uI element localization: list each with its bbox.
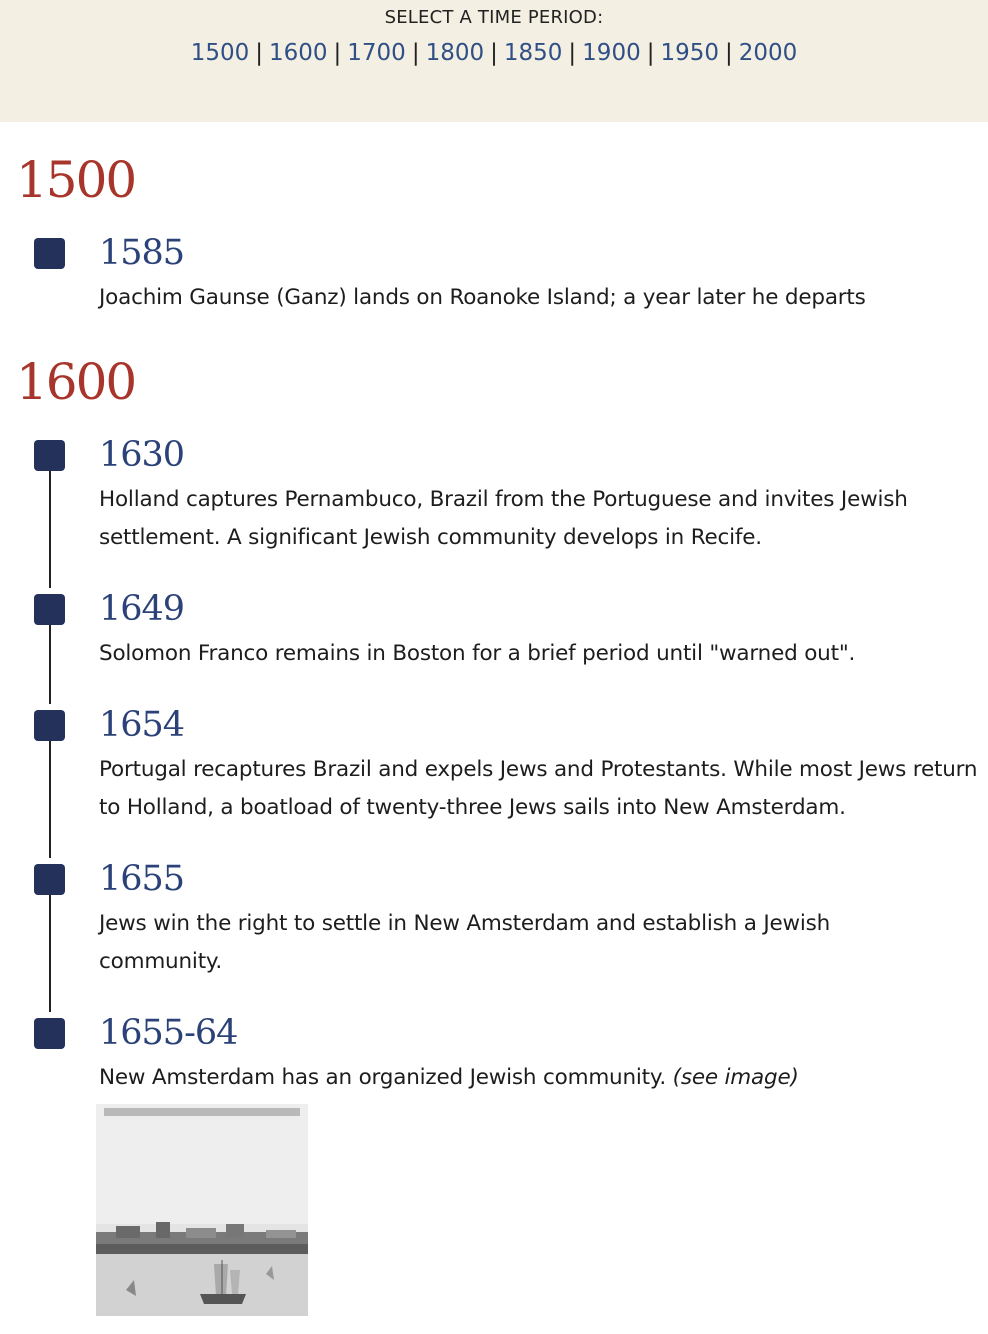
period-link-1900[interactable]: 1900: [582, 40, 641, 66]
time-period-selector: [0, 0, 988, 122]
square-bullet-icon: [34, 710, 65, 741]
event-year: 1655-64: [99, 1013, 238, 1053]
event-year: 1654: [99, 705, 185, 745]
timeline-connector: [49, 884, 51, 1012]
timeline-connector: [49, 614, 51, 704]
square-bullet-icon: [34, 864, 65, 895]
period-link-1700[interactable]: 1700: [347, 40, 406, 66]
see-image-note: (see image): [672, 1065, 799, 1090]
separator: |: [646, 40, 655, 66]
period-selector-label: SELECT A TIME PERIOD:: [384, 7, 604, 28]
event-year: 1655: [99, 859, 185, 899]
new-amsterdam-harbor-image[interactable]: [96, 1104, 308, 1316]
event-description: Holland captures Pernambuco, Brazil from the Portuguese and invites Jewish settlement. A significant Jewish community develops in Recife.: [99, 487, 908, 550]
period-link-1850[interactable]: 1850: [503, 40, 563, 66]
century-heading-1500: 1500: [16, 151, 136, 209]
separator: |: [725, 40, 733, 66]
separator: |: [255, 40, 263, 66]
event-description: Jews win the right to settle in New Amsterdam and establish a Jewish community.: [99, 911, 831, 974]
event-description: [99, 1059, 979, 1097]
event-text: New Amsterdam has an organized Jewish community.: [99, 1065, 667, 1090]
square-bullet-icon: [34, 440, 65, 471]
period-link-2000[interactable]: 2000: [738, 40, 798, 66]
period-link-1600[interactable]: 1600: [268, 40, 328, 66]
harbor-illustration: [96, 1104, 308, 1316]
separator: |: [411, 40, 420, 66]
event-description: Portugal recaptures Brazil and expels Jews and Protestants. While most Jews return to Holland, a boatload of twenty-three Jews sails into New Amsterdam.: [99, 757, 978, 820]
separator: |: [490, 40, 498, 66]
event-year: 1630: [99, 435, 185, 475]
separator: |: [568, 40, 577, 66]
period-link-1800[interactable]: 1800: [425, 40, 485, 66]
event-description: Joachim Gaunse (Ganz) lands on Roanoke Island; a year later he departs: [99, 285, 866, 310]
separator: |: [333, 40, 342, 66]
period-links: [0, 40, 988, 66]
event-year: 1649: [99, 589, 185, 629]
square-bullet-icon: [34, 594, 65, 625]
square-bullet-icon: [34, 1018, 65, 1049]
event-year: 1585: [99, 233, 185, 273]
period-link-1500[interactable]: 1500: [190, 40, 250, 66]
timeline-connector: [49, 730, 51, 858]
square-bullet-icon: [34, 238, 65, 269]
period-link-1950[interactable]: 1950: [660, 40, 720, 66]
event-description: Solomon Franco remains in Boston for a brief period until "warned out".: [99, 641, 856, 666]
century-heading-1600: 1600: [16, 353, 136, 411]
timeline-connector: [49, 460, 51, 588]
